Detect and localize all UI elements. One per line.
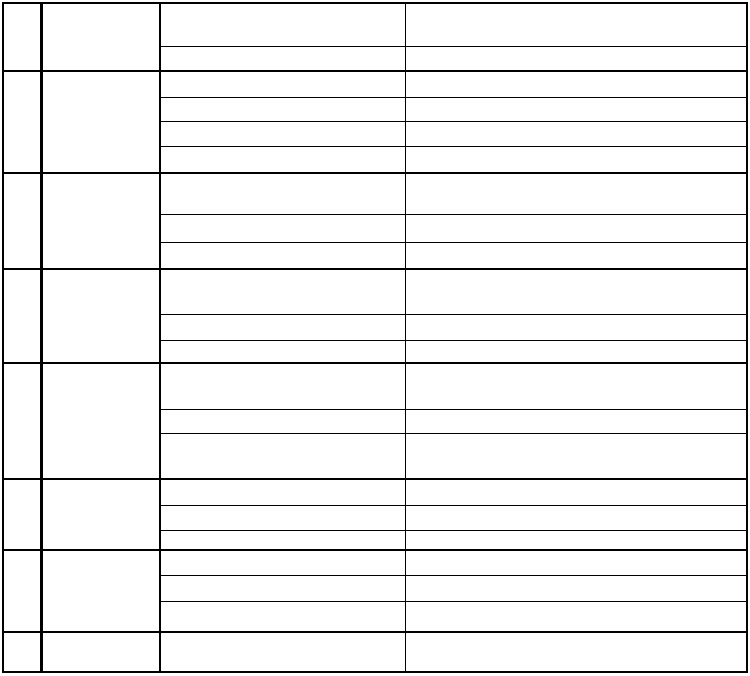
sub-row-divider <box>161 409 746 410</box>
sub-row-divider <box>161 121 746 122</box>
row-divider <box>2 172 748 174</box>
row-divider <box>2 549 748 551</box>
sub-row-divider <box>161 146 746 147</box>
sub-row-divider <box>161 46 746 47</box>
table-border-bottom <box>2 671 748 673</box>
row-divider <box>2 362 748 364</box>
sub-row-divider <box>161 530 746 531</box>
table-border-top <box>2 2 748 4</box>
table-border-left <box>2 2 4 673</box>
sub-row-divider <box>161 433 746 434</box>
column-divider <box>405 2 406 673</box>
table-border-right <box>746 2 748 673</box>
column-divider <box>40 2 43 673</box>
row-divider <box>2 70 748 72</box>
sub-row-divider <box>161 340 746 341</box>
row-divider <box>2 631 748 633</box>
row-divider <box>2 268 748 270</box>
sub-row-divider <box>161 214 746 215</box>
sub-row-divider <box>161 601 746 602</box>
sub-row-divider <box>161 242 746 243</box>
column-divider <box>159 2 161 673</box>
sub-row-divider <box>161 505 746 506</box>
sub-row-divider <box>161 314 746 315</box>
sub-row-divider <box>161 97 746 98</box>
sub-row-divider <box>161 575 746 576</box>
row-divider <box>2 478 748 480</box>
